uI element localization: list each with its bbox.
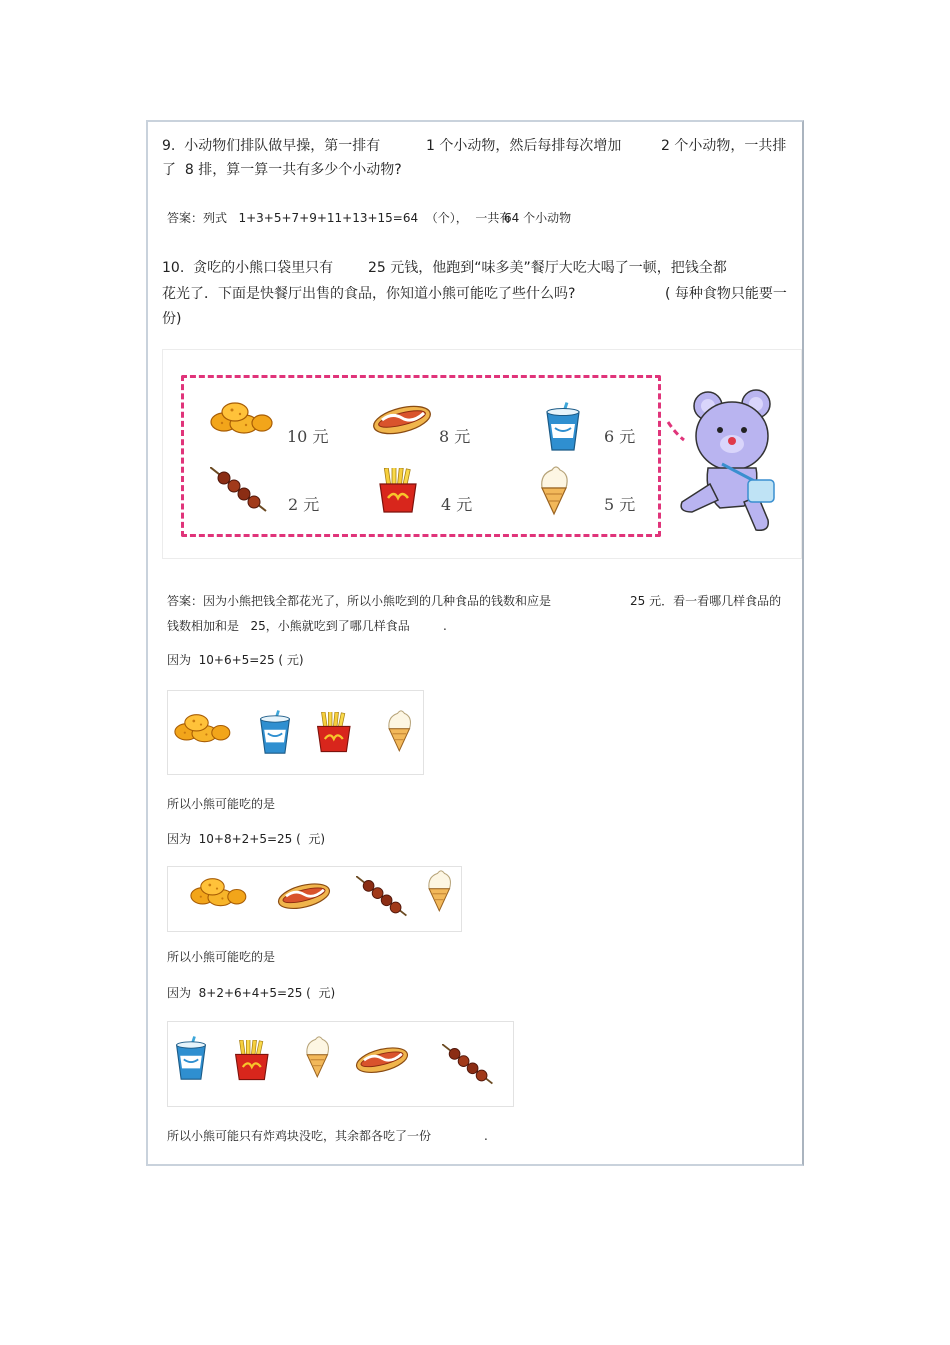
french-fries-icon (314, 712, 356, 758)
bear-icon (664, 384, 782, 536)
french-fries-icon (376, 468, 420, 516)
cola-cup-icon (257, 710, 293, 758)
menu-price: 2 元 (288, 495, 320, 514)
q9-text-a: 9. 小动物们排队做早操，第一排有 (162, 138, 381, 154)
content-frame (146, 120, 804, 1166)
hot-dog-icon (355, 1044, 413, 1080)
case1-because: 因为 10+6+5=25 ( 元) (167, 653, 304, 667)
skewer-icon (442, 1044, 494, 1086)
skewer-icon (356, 876, 408, 918)
answer-intro-a: 答案：因为小熊把钱全都花光了，所以小熊吃到的几种食品的钱数和应是 (167, 594, 552, 608)
case3-so-period: . (484, 1129, 488, 1143)
q10-text-line3: 份) (162, 311, 182, 327)
chicken-nuggets-icon (190, 876, 256, 916)
menu-price: 5 元 (604, 495, 636, 514)
q9-text-b: 1 个小动物，然后每排每次增加 (426, 138, 622, 154)
case3-because: 因为 8+2+6+4+5=25 ( 元) (167, 986, 336, 1000)
chicken-nuggets-icon (174, 712, 240, 752)
answer-intro-c: 钱数相加和是 25，小熊就吃到了哪几样食品 (167, 619, 410, 633)
answer-intro-d: . (443, 619, 447, 633)
chicken-nuggets-icon (210, 400, 282, 448)
skewer-icon (210, 467, 268, 515)
q10-text-a: 10. 贪吃的小熊口袋里只有 (162, 260, 334, 276)
case2-so: 所以小熊可能吃的是 (167, 950, 276, 964)
hot-dog-icon (277, 880, 335, 916)
hot-dog-icon (372, 402, 434, 442)
q9-answer-a: 答案：列式 1+3+5+7+9+11+13+15=64 （个）， 一共有 (167, 211, 512, 225)
french-fries-icon (232, 1040, 274, 1086)
q9-text-c: 2 个小动物，一共排 (661, 138, 787, 154)
case3-so: 所以小熊可能只有炸鸡块没吃，其余都各吃了一份 (167, 1129, 432, 1143)
menu-price: 10 元 (287, 427, 329, 446)
ice-cream-cone-icon (302, 1036, 334, 1084)
ice-cream-cone-icon (536, 466, 572, 518)
q10-text-line2a: 花光了．下面是快餐厅出售的食品，你知道小熊可能吃了些什么吗? (162, 286, 576, 302)
case2-because: 因为 10+8+2+5=25 ( 元) (167, 832, 326, 846)
ice-cream-cone-icon (384, 710, 416, 758)
cola-cup-icon (543, 402, 583, 454)
case1-so: 所以小熊可能吃的是 (167, 797, 276, 811)
q9-text-line2: 了 8 排，算一算一共有多少个小动物? (162, 162, 402, 178)
answer-intro-b: 25 元．看一看哪几样食品的 (630, 594, 782, 608)
menu-price: 8 元 (439, 427, 471, 446)
q10-text-line2b: ( 每种食物只能要一 (665, 286, 787, 302)
q10-text-b: 25 元钱，他跑到“味多美”餐厅大吃大喝了一顿，把钱全都 (368, 260, 727, 276)
q9-answer-b: 64 个小动物 (504, 211, 572, 225)
menu-price: 6 元 (604, 427, 636, 446)
menu-price: 4 元 (441, 495, 473, 514)
cola-cup-icon (173, 1036, 209, 1084)
ice-cream-cone-icon (424, 870, 456, 918)
